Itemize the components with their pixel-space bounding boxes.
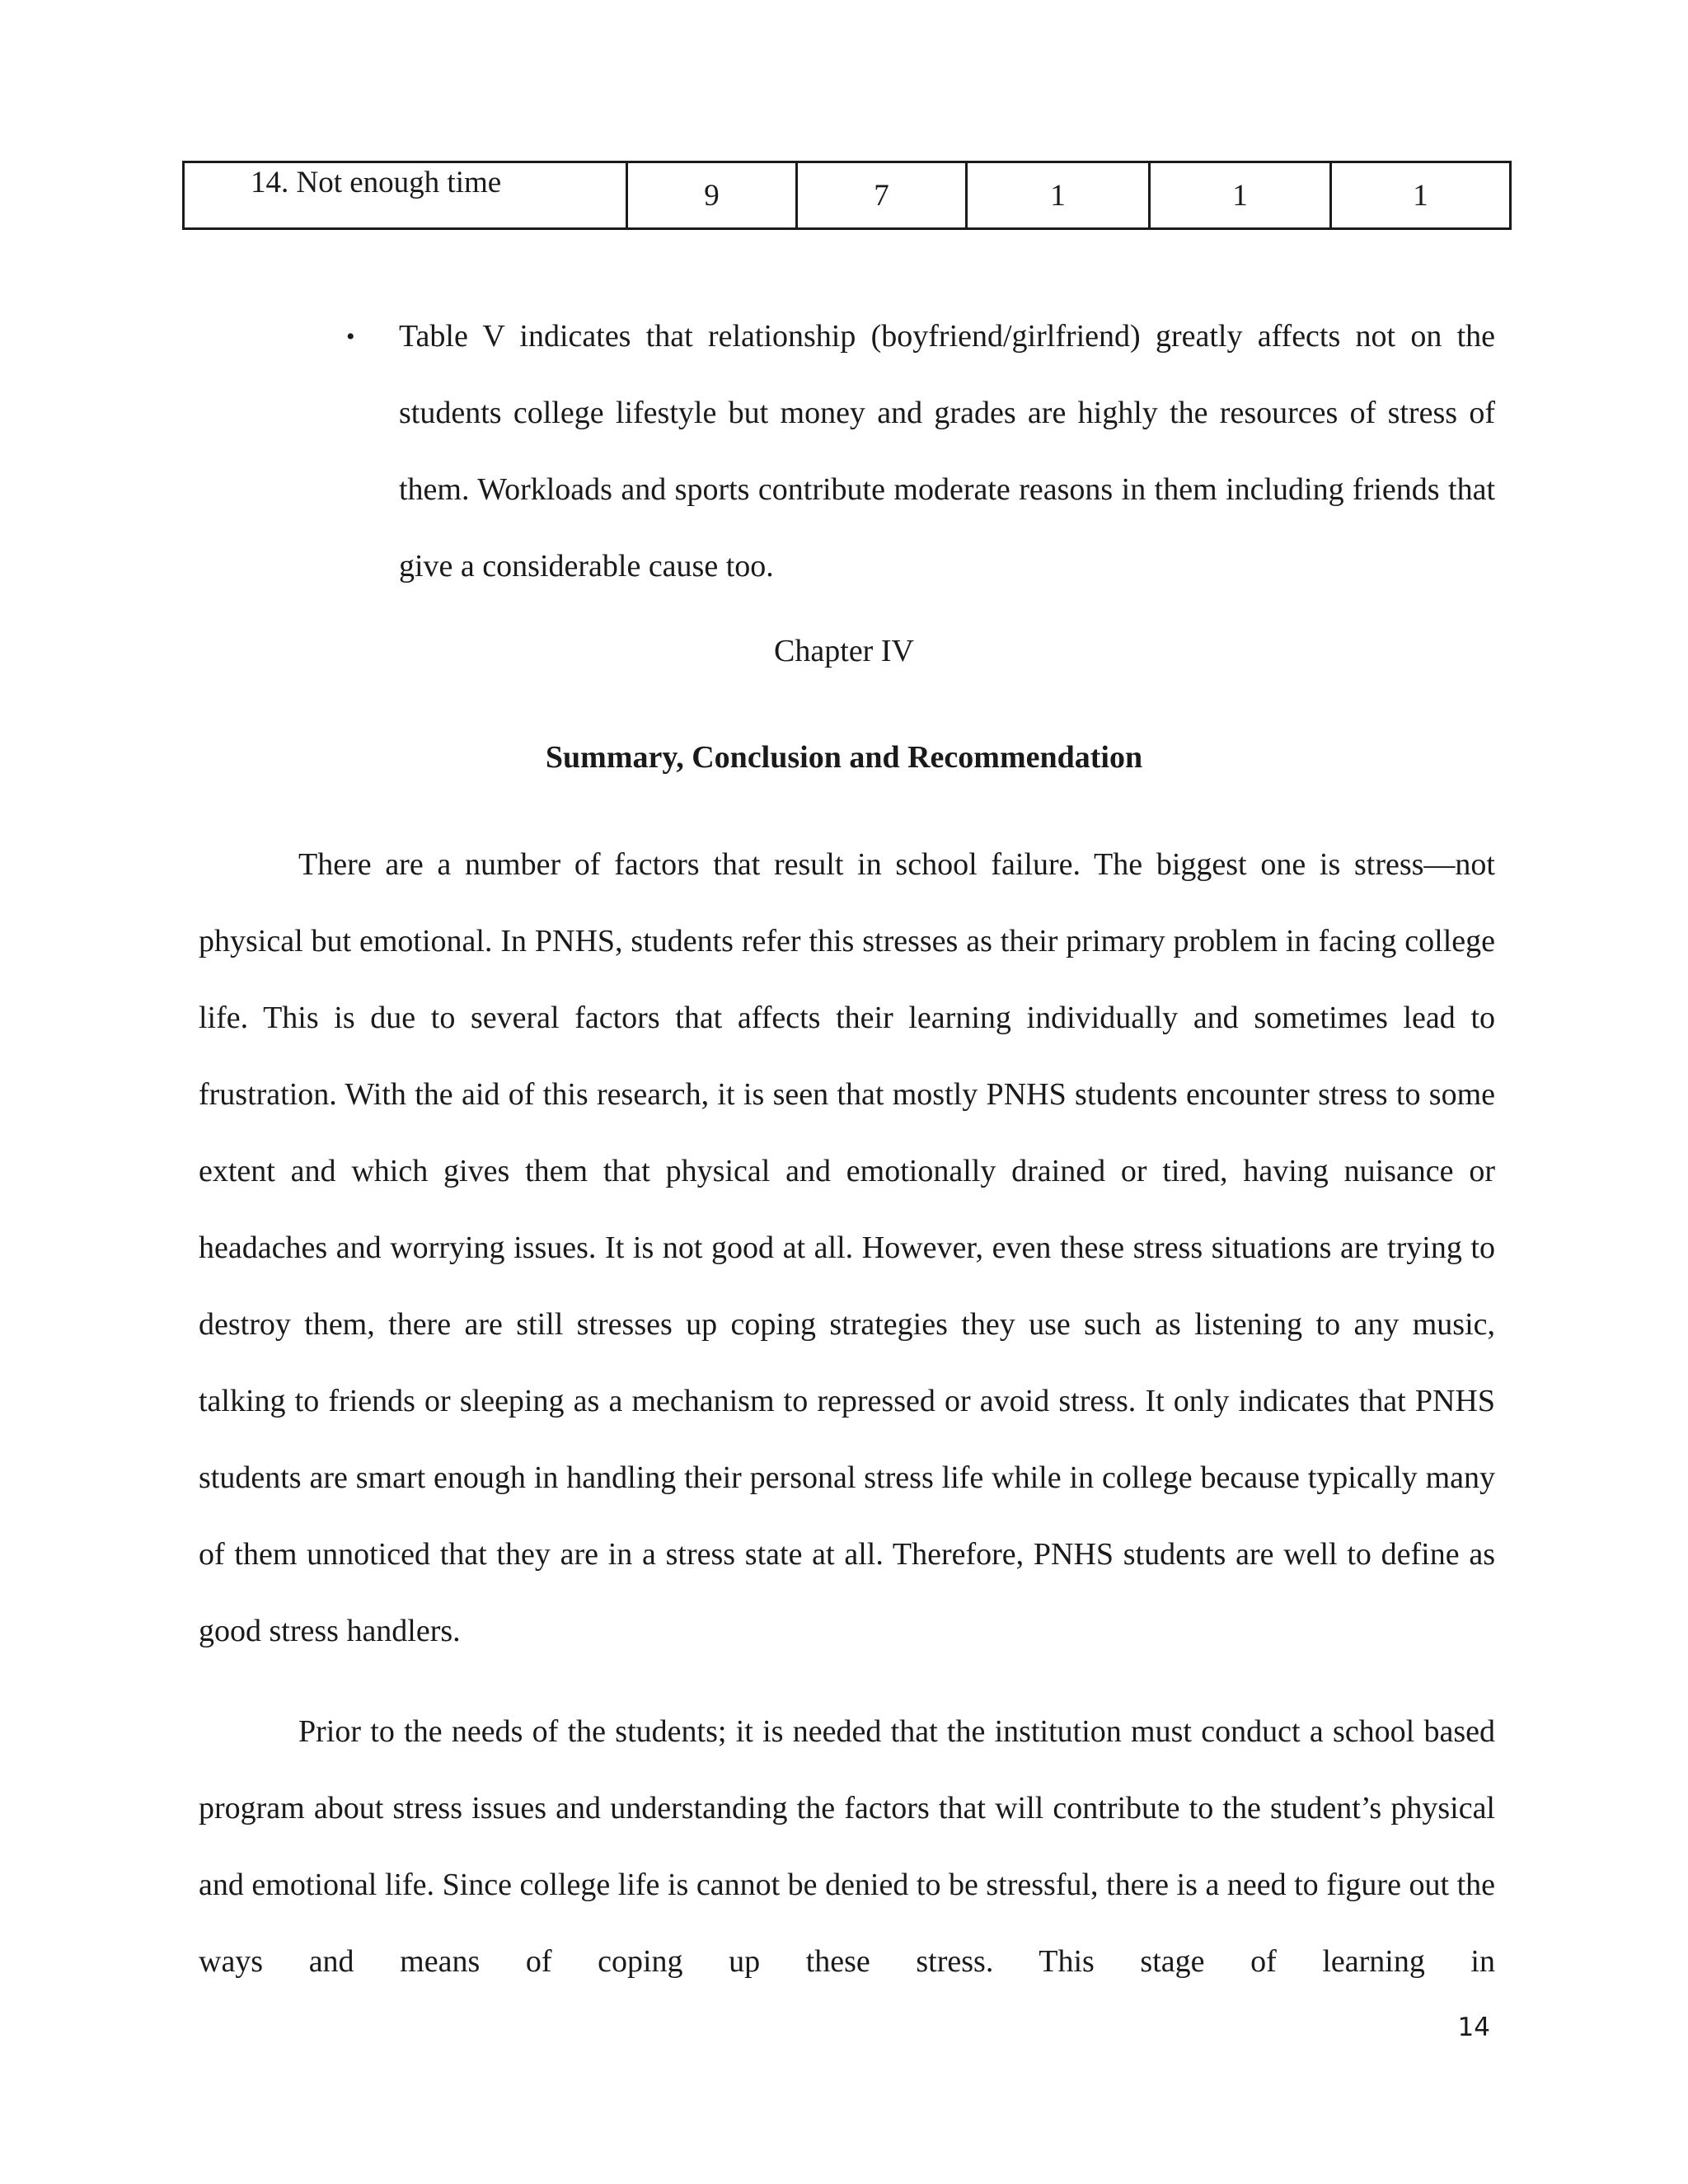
table-cell: 7: [797, 162, 967, 229]
page-number: 14: [1457, 2013, 1490, 2042]
table-cell: 1: [1150, 162, 1331, 229]
bullet-icon: •: [346, 323, 355, 350]
table-cell: 1: [1331, 162, 1511, 229]
table-row-label: 14. Not enough time: [184, 162, 627, 229]
bullet-text: Table V indicates that relationship (boyfriend/girlfriend) greatly affects not on the students college lifestyle but money and grades are highly the resources of stress of them. Workloads and sports contribute moderate reasons in them including friends that give a considerable cause too.: [399, 319, 1495, 583]
stress-factors-table: [182, 161, 1512, 230]
table-cell: 9: [627, 162, 797, 229]
paragraph: Prior to the needs of the students; it is needed that the institution must conduct a school based program about stress issues and understanding the factors that will contribute to the student’s physical and emotional life. Since college life is cannot be denied to be stressful, there is a need to figure out the ways and means of coping up these stress. This stage of learning in: [199, 1714, 1495, 1979]
chapter-heading: Chapter IV: [774, 634, 914, 668]
paragraph: There are a number of factors that result in school failure. The biggest one is stress—not physical but emotional. In PNHS, students refer this stresses as their primary problem in facing college life. This is due to several factors that affects their learning individually and sometimes lead to frustration. With the aid of this research, it is seen that mostly PNHS students encounter stress to some extent and which gives them that physical and emotionally drained or tired, having nuisance or headaches and worrying issues. It is not good at all. However, even these stress situations are trying to destroy them, there are still stresses up coping strategies they use such as listening to any music, talking to friends or sleeping as a mechanism to repressed or avoid stress. It only indicates that PNHS students are smart enough in handling their personal stress life while in college because typically many of them unnoticed that they are in a stress state at all. Therefore, PNHS students are well to define as good stress handlers.: [199, 847, 1495, 1648]
table-row: [184, 162, 1511, 229]
table-cell: 1: [967, 162, 1150, 229]
section-title: Summary, Conclusion and Recommendation: [545, 740, 1143, 775]
bullet-item: [346, 298, 1495, 605]
